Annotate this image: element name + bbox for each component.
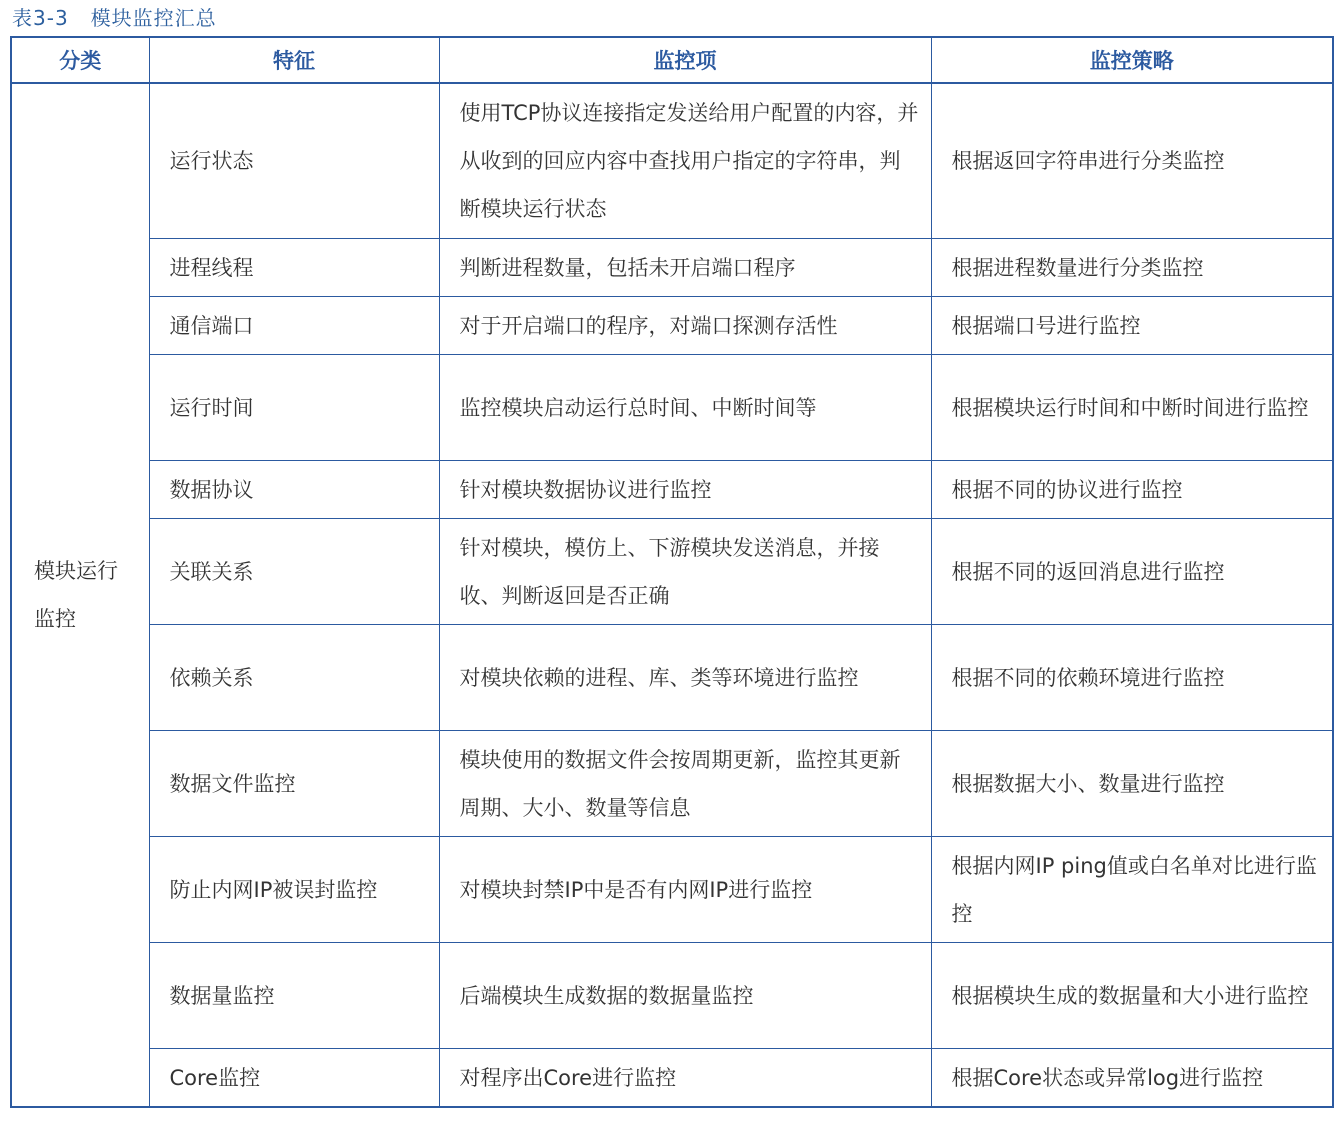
table-row [11,355,1333,461]
monitor-item-cell: 对模块封禁IP中是否有内网IP进行监控 [439,837,931,943]
feature-cell: 依赖关系 [149,625,439,731]
table-row [11,731,1333,837]
strategy-cell: 根据模块运行时间和中断时间进行监控 [931,355,1333,461]
strategy-cell: 根据内网IP ping值或白名单对比进行监控 [931,837,1333,943]
feature-cell: 数据量监控 [149,943,439,1049]
monitor-item-cell: 对模块依赖的进程、库、类等环境进行监控 [439,625,931,731]
table-caption [12,2,239,31]
table-row [11,461,1333,519]
feature-cell: 通信端口 [149,297,439,355]
feature-cell: 数据文件监控 [149,731,439,837]
header-category: 分类 [11,37,149,83]
strategy-cell: 根据Core状态或异常log进行监控 [931,1049,1333,1108]
strategy-cell: 根据不同的协议进行监控 [931,461,1333,519]
strategy-cell: 根据不同的返回消息进行监控 [931,519,1333,625]
feature-cell: 进程线程 [149,239,439,297]
table-row [11,239,1333,297]
module-monitoring-table [10,36,1334,1108]
feature-cell: Core监控 [149,1049,439,1108]
table-row [11,83,1333,239]
table-row [11,519,1333,625]
monitor-item-cell: 模块使用的数据文件会按周期更新，监控其更新周期、大小、数量等信息 [439,731,931,837]
header-monitor-item: 监控项 [439,37,931,83]
strategy-cell: 根据返回字符串进行分类监控 [931,83,1333,239]
monitor-item-cell: 对程序出Core进行监控 [439,1049,931,1108]
feature-cell: 运行时间 [149,355,439,461]
category-cell: 模块运行监控 [11,83,149,1107]
monitor-item-cell: 监控模块启动运行总时间、中断时间等 [439,355,931,461]
header-feature: 特征 [149,37,439,83]
strategy-cell: 根据端口号进行监控 [931,297,1333,355]
strategy-cell: 根据进程数量进行分类监控 [931,239,1333,297]
header-row [11,37,1333,83]
strategy-cell: 根据数据大小、数量进行监控 [931,731,1333,837]
monitor-item-cell: 后端模块生成数据的数据量监控 [439,943,931,1049]
feature-cell: 关联关系 [149,519,439,625]
monitor-item-cell: 判断进程数量，包括未开启端口程序 [439,239,931,297]
table-row [11,943,1333,1049]
monitor-item-cell: 使用TCP协议连接指定发送给用户配置的内容，并从收到的回应内容中查找用户指定的字符串，判断模块运行状态 [439,83,931,239]
feature-cell: 防止内网IP被误封监控 [149,837,439,943]
monitor-item-cell: 针对模块，模仿上、下游模块发送消息，并接收、判断返回是否正确 [439,519,931,625]
table-row [11,837,1333,943]
header-strategy: 监控策略 [931,37,1333,83]
table-title: 模块监控汇总 [90,6,217,30]
strategy-cell: 根据模块生成的数据量和大小进行监控 [931,943,1333,1049]
strategy-cell: 根据不同的依赖环境进行监控 [931,625,1333,731]
monitor-item-cell: 对于开启端口的程序，对端口探测存活性 [439,297,931,355]
feature-cell: 运行状态 [149,83,439,239]
feature-cell: 数据协议 [149,461,439,519]
table-row [11,625,1333,731]
table-row [11,1049,1333,1108]
monitor-item-cell: 针对模块数据协议进行监控 [439,461,931,519]
table-row [11,297,1333,355]
table-number: 表3-3 [12,6,69,30]
